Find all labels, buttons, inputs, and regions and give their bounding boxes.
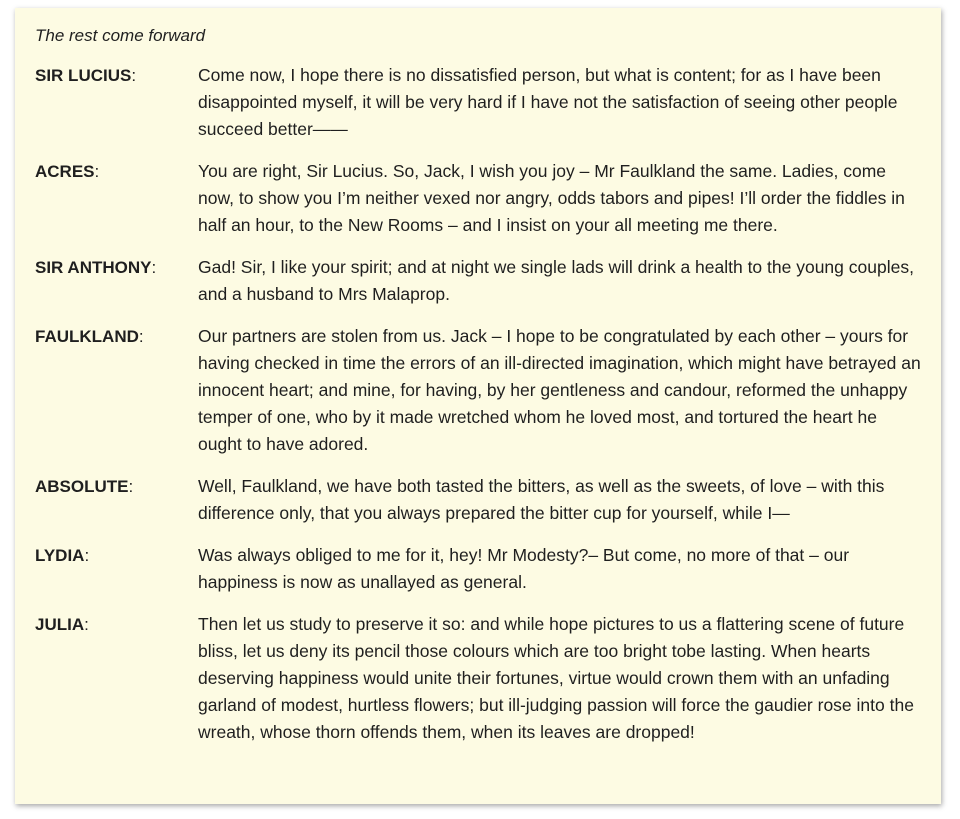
- speaker-colon: :: [84, 546, 90, 565]
- speaker-name: [35, 611, 198, 746]
- dialogue-line: Well, Faulkland, we have both tasted the bitters, as well as the sweets, of love – with this difference only, that you always prepared the bitter cup for yourself, while I—: [198, 476, 885, 523]
- dialogue-line: Then let us study to preserve it so: and while hope pictures to us a flattering scene of future bliss, let us deny its pencil those colours which are too bright tobe lasting. When hearts deserving happiness would unite their fortunes, virtue would crown them with an unfading garland of modest, hurtless flowers; but ill-judging passion will force the gaudier rose into the wreath, whose thorn offends them, when its leaves are dropped!: [198, 614, 914, 742]
- stage-direction: The rest come forward: [35, 26, 206, 45]
- speaker-label: SIR ANTHONY: [35, 258, 152, 277]
- speaker-name: [35, 254, 198, 308]
- speaker-label: ABSOLUTE: [35, 477, 129, 496]
- speaker-name: [35, 542, 198, 596]
- speaker-label: SIR LUCIUS: [35, 66, 132, 85]
- dialogue-entry-sir-anthony: [35, 254, 921, 308]
- speaker-name: [35, 62, 198, 143]
- speaker-colon: :: [131, 66, 137, 85]
- dialogue-entry-absolute: [35, 473, 921, 527]
- dialogue-entry-julia: [35, 611, 921, 746]
- speaker-colon: :: [138, 327, 144, 346]
- speaker-colon: :: [128, 477, 134, 496]
- speaker-name: [35, 473, 198, 527]
- dialogue-entry-acres: [35, 158, 921, 239]
- speaker-colon: :: [151, 258, 157, 277]
- dialogue-line: Our partners are stolen from us. Jack – I hope to be congratulated by each other – yours for having checked in time the errors of an ill-directed imagination, which might have betrayed an innocent heart; and mine, for having, by her gentleness and candour, reformed the unhappy temper of one, who by it made wretched whom he loved most, and tortured the heart he ought to have adored.: [198, 326, 921, 454]
- speaker-colon: :: [94, 162, 100, 181]
- dialogue-line: Gad! Sir, I like your spirit; and at night we single lads will drink a health to the young couples, and a husband to Mrs Malaprop.: [198, 257, 914, 304]
- dialogue-line: Come now, I hope there is no dissatisfied person, but what is content; for as I have been disappointed myself, it will be very hard if I have not the satisfaction of seeing other people succeed better——: [198, 65, 898, 139]
- speaker-name: [35, 158, 198, 239]
- dialogue-line: Was always obliged to me for it, hey! Mr Modesty?– But come, no more of that – our happiness is now as unallayed as general.: [198, 545, 850, 592]
- speaker-colon: :: [84, 615, 89, 634]
- dialogue-entry-sir-lucius: [35, 62, 921, 143]
- speaker-label: LYDIA: [35, 546, 85, 565]
- speaker-label: FAULKLAND: [35, 327, 139, 346]
- script-page: [15, 8, 941, 804]
- dialogue-line: You are right, Sir Lucius. So, Jack, I wish you joy – Mr Faulkland the same. Ladies, come now, to show you I’m neither vexed nor angry, odds tabors and pipes! I’ll order the fiddles in half an hour, to the New Rooms – and I insist on your all meeting me there.: [198, 161, 905, 235]
- speaker-label: JULIA: [35, 615, 85, 634]
- speaker-name: [35, 323, 198, 458]
- speaker-label: ACRES: [35, 162, 95, 181]
- dialogue-entry-faulkland: [35, 323, 921, 458]
- dialogue-entry-lydia: [35, 542, 921, 596]
